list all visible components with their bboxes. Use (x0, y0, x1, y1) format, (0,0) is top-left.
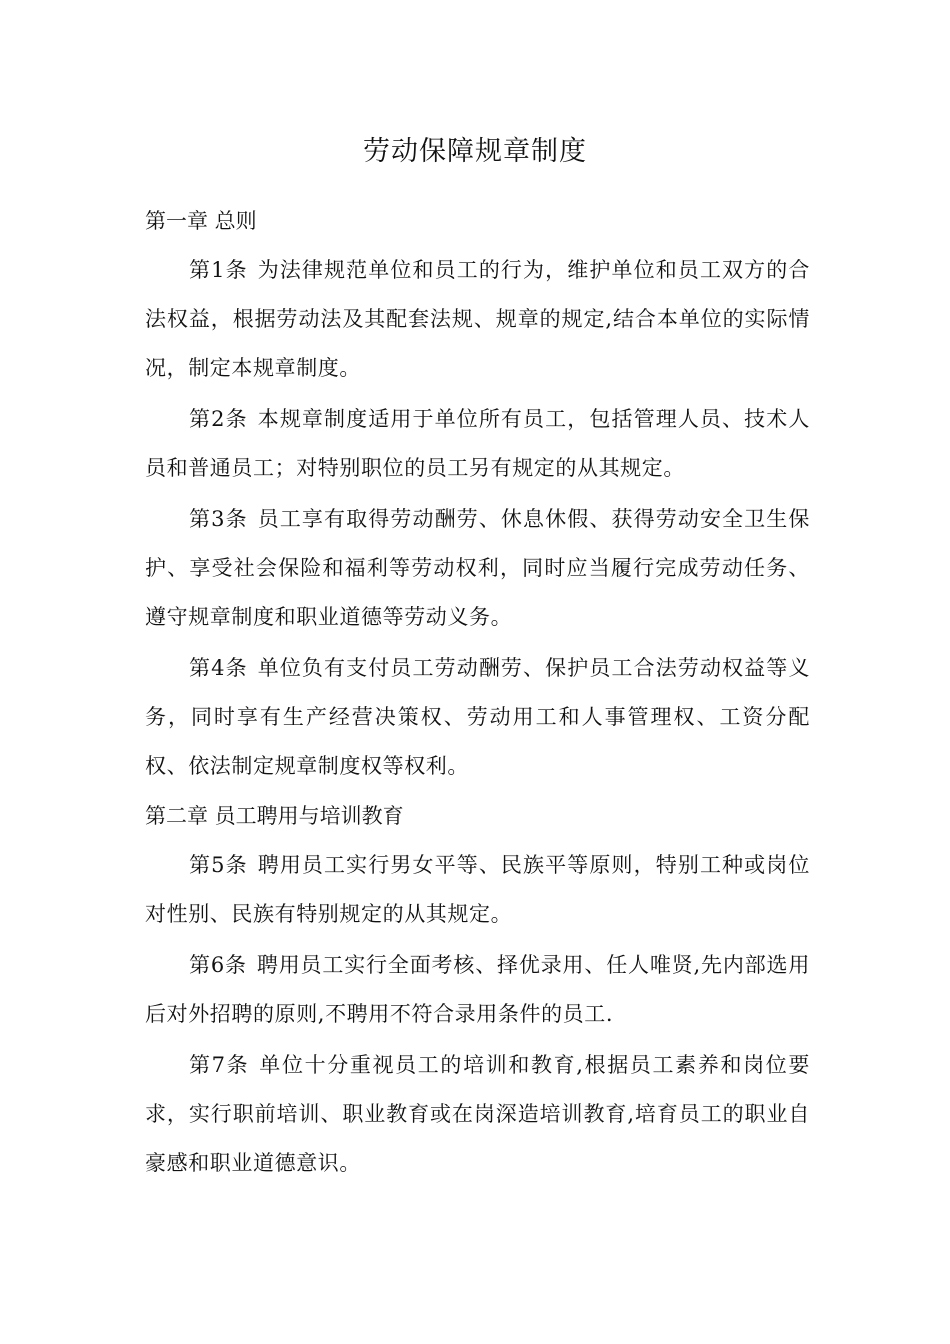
article-number: 第1条 (189, 258, 248, 282)
document-title: 劳动保障规章制度 (363, 136, 587, 167)
article-7 (145, 1041, 810, 1188)
article-2 (145, 395, 810, 493)
article-number: 第5条 (189, 853, 248, 877)
article-text: 单位负有支付员工劳动酬劳、保护员工合法劳动权益等义务，同时享有生产经营决策权、劳动用工和人事管理权、工资分配权、依法制定规章制度权等权利。 (145, 656, 810, 778)
article-6 (145, 941, 810, 1039)
article-text: 聘用员工实行全面考核、择优录用、任人唯贤,先内部选用后对外招聘的原则,不聘用不符合录用条件的员工. (145, 953, 810, 1026)
chapter-heading: 第一章 总则 (145, 209, 257, 233)
article-number: 第6条 (189, 953, 247, 977)
article-text: 聘用员工实行男女平等、民族平等原则，特别工种或岗位对性别、民族有特别规定的从其规定。 (145, 853, 810, 926)
chapter-heading: 第二章 员工聘用与培训教育 (145, 804, 404, 828)
article-number: 第2条 (189, 407, 248, 431)
article-text: 本规章制度适用于单位所有员工，包括管理人员、技术人员和普通员工；对特别职位的员工另有规定的从其规定。 (145, 407, 810, 480)
article-number: 第7条 (189, 1053, 250, 1077)
article-text: 单位十分重视员工的培训和教育,根据员工素养和岗位要求，实行职前培训、职业教育或在岗深造培训教育,培育员工的职业自豪感和职业道德意识。 (145, 1053, 810, 1175)
document-body (145, 198, 810, 1190)
article-text: 员工享有取得劳动酬劳、休息休假、获得劳动安全卫生保护、享受社会保险和福利等劳动权利，同时应当履行完成劳动任务、遵守规章制度和职业道德等劳动义务。 (145, 507, 810, 629)
article-3 (145, 495, 810, 642)
article-number: 第4条 (189, 656, 248, 680)
article-5 (145, 841, 810, 939)
article-number: 第3条 (189, 507, 248, 531)
article-4 (145, 644, 810, 791)
article-text: 为法律规范单位和员工的行为，维护单位和员工双方的合法权益，根据劳动法及其配套法规、规章的规定,结合本单位的实际情况，制定本规章制度。 (145, 258, 810, 380)
article-1 (145, 246, 810, 393)
